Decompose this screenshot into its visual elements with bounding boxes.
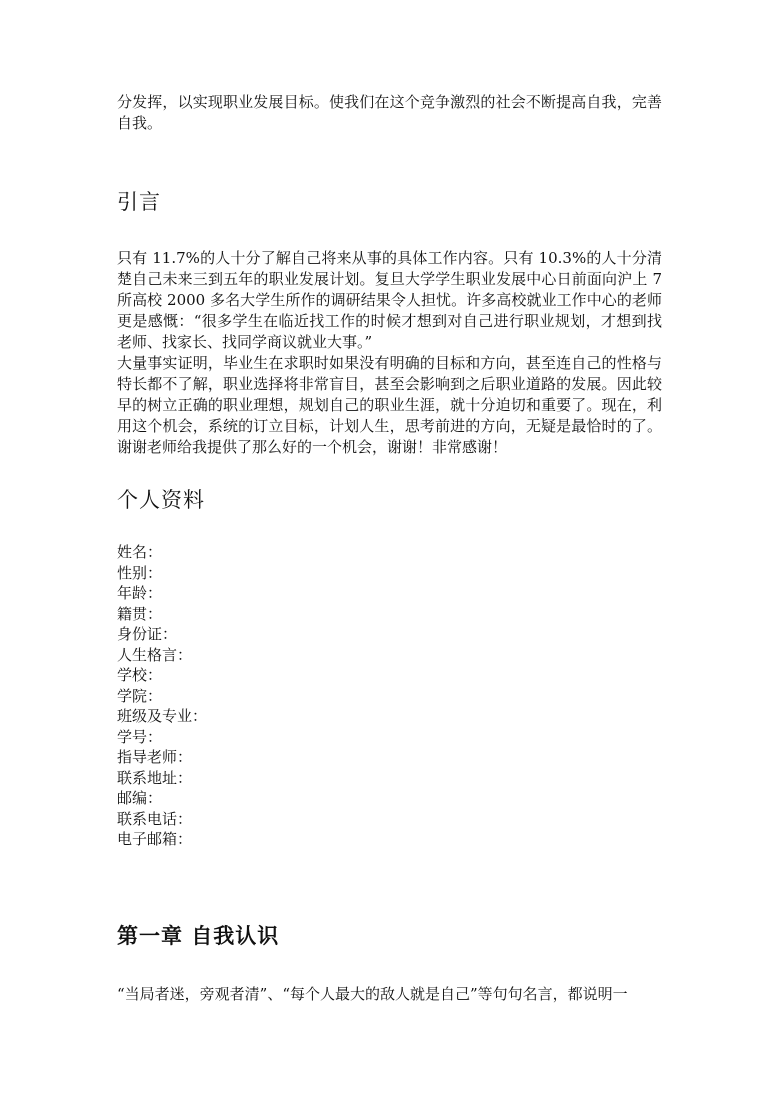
profile-field-college: 学院： [117,686,163,705]
profile-field-school: 学校： [117,666,163,684]
profile-field-advisor: 指导老师： [117,748,193,766]
profile-field-class-major: 班级及专业： [117,707,208,725]
profile-field-address: 联系地址： [117,768,193,787]
profile-heading: 个人资料 [117,488,205,512]
preface-paragraph-2: 大量事实证明，毕业生在求职时如果没有明确的目标和方向，甚至连自己的性格与特长都不了解，职业选择将非常盲目，甚至会影响到之后职业道路的发展。因此较早的树立正确的职业理想，规划自己的职业生涯，就十分迫切和重要了。现在，利用这个机会，系统的订立目标，计划人生，思考前进的方向，无疑是最恰时的了。谢谢老师给我提供了那么好的一个机会，谢谢！非常感谢！ [117,354,662,456]
profile-field-id-card: 身份证： [117,625,178,643]
profile-field-hometown: 籍贯： [117,604,163,623]
profile-field-motto: 人生格言： [117,645,193,664]
profile-field-postcode: 邮编： [117,789,163,807]
chapter1-body [117,984,662,1005]
profile-field-phone: 联系电话： [117,809,193,828]
preface-body [117,248,662,458]
chapter1-heading: 第一章 自我认识 [117,924,280,948]
intro-tail-block [117,92,662,134]
intro-tail-paragraph: 分发挥，以实现职业发展目标。使我们在这个竞争激烈的社会不断提高自我，完善自我。 [117,93,662,132]
profile-field-gender: 性别： [117,563,163,582]
profile-fields [117,542,662,850]
profile-field-email: 电子邮箱： [117,830,193,848]
profile-field-age: 年龄： [117,584,163,602]
profile-field-name: 姓名： [117,543,163,561]
profile-field-student-id: 学号： [117,727,163,746]
preface-paragraph-1: 只有 11.7%的人十分了解自己将来从事的具体工作内容。只有 10.3%的人十分清楚自己未来三到五年的职业发展计划。复旦大学学生职业发展中心日前面向沪上 7 所高校 2000 多名大学生所作的调研结果令人担忧。许多高校就业工作中心的老师更是感慨：“很多学生在临近找工作的时候才想到对自己进行职业规划，才想到找老师、找家长、找同学商议就业大事。” [117,249,662,351]
chapter1-paragraph: “当局者迷，旁观者清”、“每个人最大的敌人就是自己”等句句名言，都说明一 [117,985,628,1003]
preface-heading: 引言 [117,190,161,214]
